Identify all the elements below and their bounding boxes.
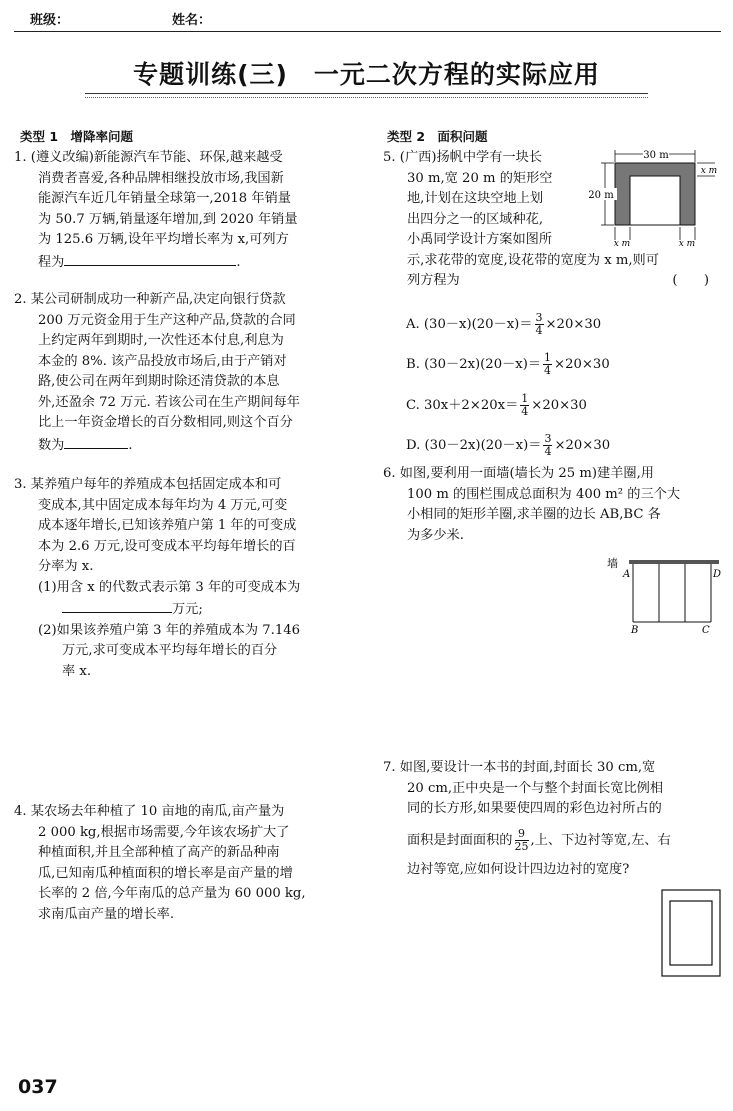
sub-question-2: (2)如果该养殖户第 3 年的养殖成本为 7.146	[38, 622, 301, 638]
text-line: 100 m 的围栏围成总面积为 400 m² 的三个大	[407, 486, 681, 502]
text-line: 20 cm,正中央是一个与整个封面长宽比例相	[407, 780, 664, 796]
text-line: 某农场去年种植了 10 亩地的南瓜,亩产量为	[30, 804, 285, 819]
text-line: 为 50.7 万辆,销量逐年增加,到 2020 年销量	[38, 211, 298, 227]
wall-label: 墙	[607, 557, 618, 570]
fraction: $\frac{1}{4}$	[544, 351, 552, 377]
text-line: 某养殖户每年的养殖成本包括固定成本和可	[30, 477, 282, 492]
class-label: 班级：	[30, 13, 70, 28]
fraction: $\frac{9}{25}$	[514, 826, 529, 853]
text-line: 某公司研制成功一种新产品,决定向银行贷款	[30, 292, 286, 307]
option-c[interactable]: C. 30x＋2×20x＝ $\frac{1}{4}$ ×20×30	[406, 392, 587, 418]
question-6	[383, 464, 723, 546]
book-cover-figure	[660, 888, 724, 980]
question-number: 2.	[14, 292, 27, 307]
answer-blank[interactable]	[64, 434, 128, 449]
text-line: 万元,求可变成本平均每年增长的百分	[62, 643, 278, 658]
text-line: 万元;	[172, 602, 203, 617]
question-7	[383, 758, 723, 880]
page-number: 037	[18, 1076, 58, 1098]
text-line: 种植面积,并且全部种植了高产的新品种南	[38, 845, 280, 860]
question-number: 1.	[14, 150, 27, 165]
point-c-label: C	[702, 625, 710, 635]
question-1	[14, 148, 364, 273]
text-line: (遵义改编)新能源汽车节能、环保,越来越受	[30, 150, 283, 165]
point-b-label: B	[631, 625, 639, 635]
text-line: 上约定两年到期时,一次性还本付息,利息为	[38, 333, 284, 348]
point-d-label: D	[713, 569, 722, 580]
dim-label-left: 20 m	[588, 190, 614, 201]
point-a-label: A	[623, 569, 631, 580]
text-line: 程为	[38, 254, 65, 270]
text-line: 本为 2.6 万元,设可变成本平均每年增长的百	[38, 538, 296, 554]
garden-figure	[585, 148, 725, 253]
text-line: 瓜,已知南瓜种植面积的增长率是亩产量的增	[38, 865, 293, 881]
title-dotted-rule	[85, 97, 648, 98]
dim-label-bottom-right: x m	[678, 239, 696, 249]
page-title: 专题训练(三) 一元二次方程的实际应用	[133, 60, 600, 89]
section-heading-1: 类型 1 增降率问题	[20, 129, 134, 144]
option-b[interactable]: B. (30－2x)(20－x)＝ $\frac{1}{4}$ ×20×30	[406, 351, 610, 377]
sub-question-1: (1)用含 x 的代数式表示第 3 年的可变成本为	[38, 579, 301, 595]
text-line: 数为	[38, 437, 65, 453]
text-line: 小禹同学设计方案如图所	[407, 232, 553, 247]
text-line: ,上、下边衬等宽,左、右	[530, 832, 671, 848]
text-line: 变成本,其中固定成本每年均为 4 万元,可变	[38, 497, 288, 513]
text-line: 200 万元资金用于生产这种产品,贷款的合同	[38, 312, 296, 328]
option-a[interactable]: A. (30－x)(20－x)＝ $\frac{3}{4}$ ×20×30	[406, 311, 602, 337]
text-line: 地,计划在这块空地上划	[407, 191, 544, 206]
question-number: 5.	[383, 150, 396, 165]
answer-blank[interactable]	[62, 598, 172, 613]
cover-inner-rect	[670, 901, 712, 965]
text-line: .	[128, 437, 133, 453]
text-line: 列方程为	[407, 273, 460, 288]
question-number: 7.	[383, 760, 396, 775]
text-line: 为 125.6 万辆,设年平均增长率为 x,可列方	[38, 232, 289, 247]
section-heading-2: 类型 2 面积问题	[387, 129, 488, 144]
text-line: 外,还盈余 72 万元. 若该公司在生产期间每年	[38, 394, 300, 410]
title-rule	[85, 93, 648, 94]
text-line: 小相同的矩形羊圈,求羊圈的边长 AB,BC 各	[407, 507, 661, 522]
fraction: $\frac{1}{4}$	[521, 392, 529, 418]
question-3	[14, 475, 364, 682]
header-rule	[14, 31, 721, 32]
wall	[629, 560, 719, 564]
text-line: 边衬等宽,应如何设计四边边衬的宽度?	[407, 861, 630, 877]
question-number: 4.	[14, 804, 27, 819]
text-line: 30 m,宽 20 m 的矩形空	[407, 170, 553, 186]
text-line: 如图,要设计一本书的封面,封面长 30 cm,宽	[399, 760, 656, 775]
question-number: 3.	[14, 477, 27, 492]
sheep-pen-figure	[605, 555, 725, 635]
text-line: 2 000 kg,根据市场需要,今年该农场扩大了	[38, 824, 290, 840]
question-4	[14, 802, 364, 925]
text-line: 能源汽车近几年销量全球第一,2018 年销量	[38, 191, 291, 206]
garden-inner-rect	[630, 176, 680, 225]
text-line: 示,求花带的宽度,设花带的宽度为 x m,则可	[407, 252, 659, 268]
text-line: 出四分之一的区域种花,	[407, 211, 544, 227]
text-line: .	[236, 254, 241, 270]
text-line: 求南瓜亩产量的增长率.	[38, 906, 175, 922]
text-line: 消费者喜爱,各种品牌相继投放市场,我国新	[38, 170, 284, 186]
text-line: 同的长方形,如果要使四周的彩色边衬所占的	[407, 801, 662, 816]
question-number: 6.	[383, 466, 396, 481]
text-line: 如图,要利用一面墙(墙长为 25 m)建羊圈,用	[399, 466, 654, 481]
text-line: 面积是封面面积的	[407, 832, 513, 848]
text-line: 本金的 8%. 该产品投放市场后,由于产销对	[38, 353, 287, 369]
text-line: 长率的 2 倍,今年南瓜的总产量为 60 000 kg,	[38, 886, 306, 901]
text-line: 成本逐年增长,已知该养殖户第 1 年的可变成	[38, 518, 297, 533]
dim-label-top: 30 m	[643, 150, 669, 161]
dim-label-right: x m	[700, 166, 718, 176]
answer-paren[interactable]: ( )	[672, 273, 709, 288]
option-d[interactable]: D. (30－2x)(20－x)＝ $\frac{3}{4}$ ×20×30	[406, 432, 611, 458]
text-line: 分率为 x.	[38, 559, 94, 574]
question-2	[14, 290, 364, 456]
name-label: 姓名：	[172, 13, 212, 28]
text-line: 路,使公司在两年到期时除还清贷款的本息	[38, 374, 280, 389]
dim-label-bottom-left: x m	[613, 239, 631, 249]
text-line: (广西)扬帆中学有一块长	[399, 150, 542, 165]
text-line: 为多少米.	[407, 527, 464, 543]
answer-blank[interactable]	[64, 251, 236, 266]
text-line: 比上一年资金增长的百分数相同,则这个百分	[38, 415, 293, 430]
fraction: $\frac{3}{4}$	[535, 311, 543, 337]
text-line: 率 x.	[62, 663, 92, 679]
fraction: $\frac{3}{4}$	[544, 432, 552, 458]
